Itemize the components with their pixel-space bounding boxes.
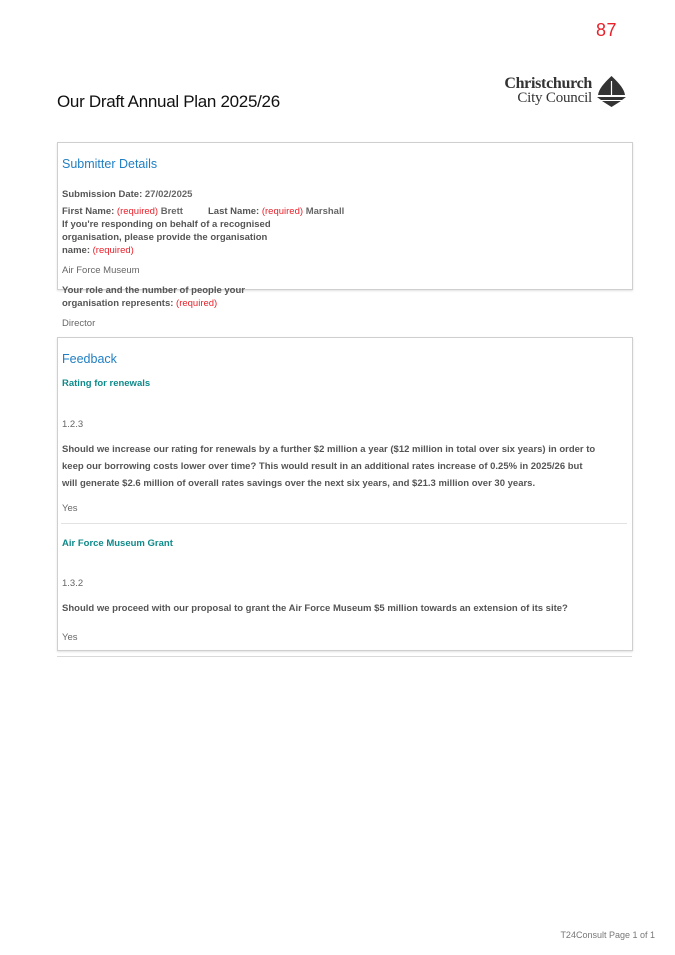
submission-date-value: 27/02/2025 <box>144 189 193 200</box>
question-line: will generate $2.6 million of overall rates savings over the next six years, and $21.3 million over 30 years. <box>62 478 536 489</box>
role-label-text: organisation represents: <box>62 298 174 309</box>
feedback-item-heading: Rating for renewals <box>62 378 151 389</box>
last-name-row <box>208 205 344 218</box>
first-name-value: Brett <box>160 206 183 217</box>
organisation-label-line3 <box>62 244 271 257</box>
council-logo <box>500 75 628 109</box>
last-name-required: (required) <box>261 206 304 217</box>
feedback-item-question <box>62 600 628 617</box>
bottom-divider <box>57 656 632 657</box>
question-line: keep our borrowing costs lower over time? This would result in an additional rates increase of 0.25% in 2025/26 but <box>62 461 583 472</box>
question-line: Should we increase our rating for renewals by a further $2 million a year ($12 million in total over six years) in order to <box>62 444 596 455</box>
feedback-item-answer: Yes <box>62 503 78 514</box>
page-number: 87 <box>595 20 617 40</box>
organisation-label <box>62 218 271 257</box>
document-title: Our Draft Annual Plan 2025/26 <box>57 92 280 111</box>
organisation-label-line1: If you're responding on behalf of a recognised <box>62 219 271 230</box>
feedback-divider <box>61 523 627 524</box>
first-name-label: First Name: <box>62 206 115 217</box>
first-name-required: (required) <box>116 206 159 217</box>
logo-line1: Christchurch <box>504 75 592 92</box>
feedback-item-heading: Air Force Museum Grant <box>62 538 173 549</box>
role-label <box>62 284 245 310</box>
feedback-item-answer: Yes <box>62 632 78 643</box>
feedback-item-number: 1.2.3 <box>62 419 84 430</box>
feedback-section-title: Feedback <box>62 352 117 366</box>
organisation-required: (required) <box>92 245 134 256</box>
organisation-label-name: name: <box>62 245 90 256</box>
organisation-value: Air Force Museum <box>62 265 140 276</box>
organisation-label-line2: organisation, please provide the organisation <box>62 232 268 243</box>
first-name-row <box>62 205 183 218</box>
question-line: Should we proceed with our proposal to grant the Air Force Museum $5 million towards an extension of its site? <box>62 603 568 614</box>
role-label-line1: Your role and the number of people your <box>62 285 245 296</box>
role-value: Director <box>62 318 96 329</box>
role-required: (required) <box>176 298 218 309</box>
logo-line2: City Council <box>517 90 592 106</box>
page-footer: T24Consult Page 1 of 1 <box>560 930 655 940</box>
feedback-item-number: 1.3.2 <box>62 578 84 589</box>
last-name-value: Marshall <box>305 206 345 217</box>
last-name-label: Last Name: <box>208 206 260 217</box>
role-label-line2 <box>62 297 245 310</box>
cathedral-logo-icon <box>595 75 628 107</box>
submission-date-label: Submission Date: <box>62 189 143 200</box>
submission-date-row <box>62 188 192 201</box>
feedback-item-question <box>62 441 628 492</box>
submitter-section-title: Submitter Details <box>62 157 158 171</box>
